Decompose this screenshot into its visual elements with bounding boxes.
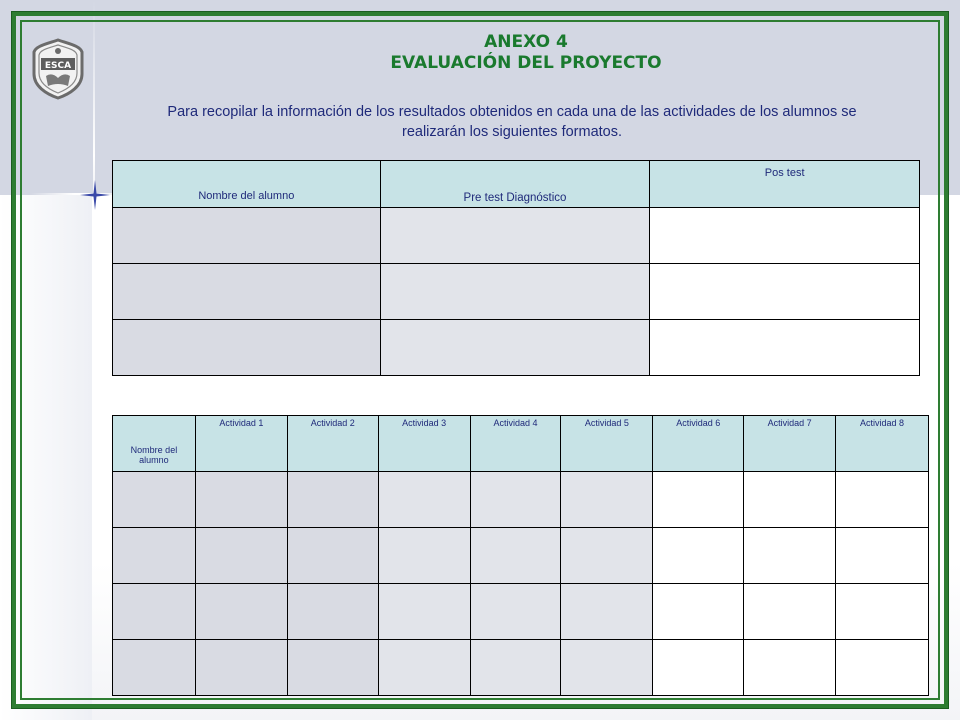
page-title: ANEXO 4 <box>484 32 568 52</box>
table-cell[interactable] <box>195 528 287 584</box>
table-cell[interactable] <box>380 264 650 320</box>
table-cell[interactable] <box>653 640 744 696</box>
page-subtitle: EVALUACIÓN DEL PROYECTO <box>390 53 662 73</box>
column-header-activity-3: Actividad 3 <box>378 416 470 472</box>
table-header-row <box>113 416 929 472</box>
column-header-activity-6: Actividad 6 <box>653 416 744 472</box>
table-cell[interactable] <box>744 472 836 528</box>
table-row <box>113 584 929 640</box>
table-cell[interactable] <box>113 472 196 528</box>
table-header-row <box>113 161 920 208</box>
table-cell[interactable] <box>561 640 653 696</box>
table-cell[interactable] <box>470 528 561 584</box>
table-cell[interactable] <box>113 320 381 376</box>
table-cell[interactable] <box>744 528 836 584</box>
table-cell[interactable] <box>470 472 561 528</box>
table-cell[interactable] <box>378 584 470 640</box>
table-cell[interactable] <box>287 640 378 696</box>
table-cell[interactable] <box>378 472 470 528</box>
table-row <box>113 320 920 376</box>
column-header-activity-1: Actividad 1 <box>195 416 287 472</box>
evaluation-table-activities <box>112 415 929 696</box>
table-cell[interactable] <box>195 584 287 640</box>
esca-logo <box>30 38 86 100</box>
table-cell[interactable] <box>195 472 287 528</box>
table-cell[interactable] <box>836 584 929 640</box>
table-cell[interactable] <box>836 528 929 584</box>
table-cell[interactable] <box>836 640 929 696</box>
table-cell[interactable] <box>378 528 470 584</box>
table-row <box>113 208 920 264</box>
table-cell[interactable] <box>287 472 378 528</box>
table-row <box>113 264 920 320</box>
table-cell[interactable] <box>653 528 744 584</box>
table-cell[interactable] <box>653 584 744 640</box>
table-cell[interactable] <box>650 320 920 376</box>
table-cell[interactable] <box>113 264 381 320</box>
column-header-student-name: Nombre del alumno <box>113 161 381 208</box>
table-cell[interactable] <box>378 640 470 696</box>
column-header-activity-7: Actividad 7 <box>744 416 836 472</box>
table-cell[interactable] <box>561 528 653 584</box>
table-cell[interactable] <box>287 584 378 640</box>
table-cell[interactable] <box>380 208 650 264</box>
column-header-pretest: Pre test Diagnóstico <box>380 161 650 208</box>
table-cell[interactable] <box>113 528 196 584</box>
table-cell[interactable] <box>650 264 920 320</box>
column-header-postest: Pos test <box>650 161 920 208</box>
column-header-activity-5: Actividad 5 <box>561 416 653 472</box>
column-header-activity-2: Actividad 2 <box>287 416 378 472</box>
column-header-activity-4: Actividad 4 <box>470 416 561 472</box>
table-cell[interactable] <box>561 472 653 528</box>
table-row <box>113 472 929 528</box>
table-cell[interactable] <box>470 640 561 696</box>
table-cell[interactable] <box>650 208 920 264</box>
table-cell[interactable] <box>744 640 836 696</box>
svg-text:ESCA: ESCA <box>44 61 72 71</box>
table-cell[interactable] <box>113 640 196 696</box>
table-row <box>113 640 929 696</box>
table-cell[interactable] <box>561 584 653 640</box>
table-row <box>113 528 929 584</box>
table-cell[interactable] <box>653 472 744 528</box>
intro-paragraph: Para recopilar la información de los resultados obtenidos en cada una de las actividades de los alumnos se realizarán los siguientes formatos. <box>167 104 857 140</box>
table-cell[interactable] <box>287 528 378 584</box>
table-cell[interactable] <box>836 472 929 528</box>
evaluation-table-tests <box>112 160 920 376</box>
table-cell[interactable] <box>195 640 287 696</box>
table-cell[interactable] <box>113 584 196 640</box>
table-cell[interactable] <box>113 208 381 264</box>
table-cell[interactable] <box>380 320 650 376</box>
column-header-activity-8: Actividad 8 <box>836 416 929 472</box>
table-cell[interactable] <box>744 584 836 640</box>
table-cell[interactable] <box>470 584 561 640</box>
column-header-student-name: Nombre del alumno <box>113 416 196 472</box>
